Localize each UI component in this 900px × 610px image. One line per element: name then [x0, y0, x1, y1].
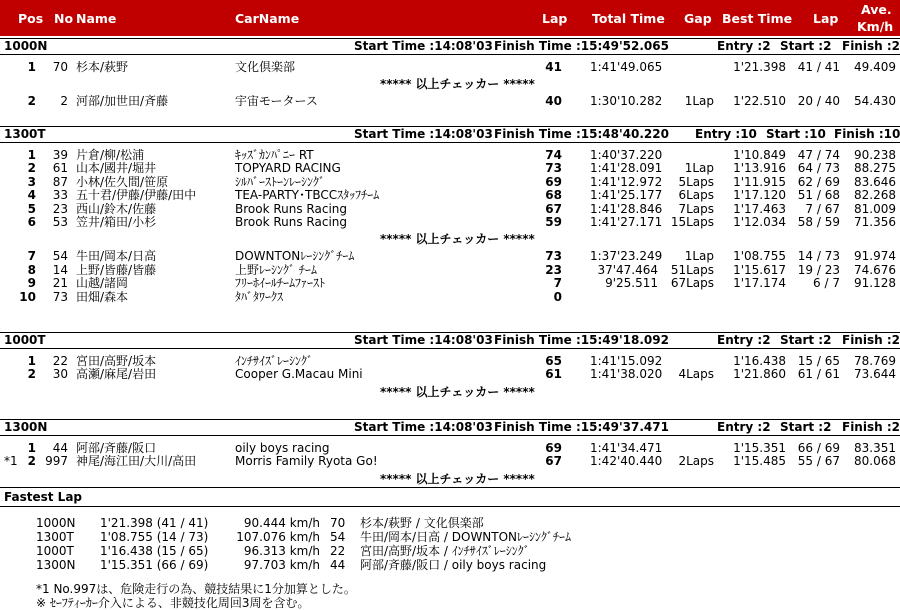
class-entry: Entry :2: [717, 420, 771, 434]
cell-no: 70: [52, 60, 68, 74]
cell-no: 73: [52, 289, 68, 304]
cell-car: ﾌﾘｰﾎｲｰﾙﾁｰﾑﾌｧｰｽﾄ: [235, 276, 326, 291]
cell-pos: 8: [27, 262, 36, 277]
cell-car: Brook Runs Racing: [235, 201, 348, 216]
cell-ave: 82.268: [854, 188, 896, 203]
cell-car: ｼﾙﾊﾞｰｽﾄｰﾝﾚｰｼﾝｸﾞ: [235, 174, 326, 189]
cell-blap: 41 / 41: [797, 60, 840, 74]
cell-blap: 19 / 23: [797, 262, 840, 277]
cell-ave: 83.646: [854, 174, 896, 189]
cell-gap: 2Laps: [678, 454, 714, 469]
cell-ave: 49.409: [854, 60, 896, 74]
checker-line: ***** 以上チェッカー *****: [380, 77, 535, 92]
cell-name: 阿部/斉藤/阪口: [76, 441, 157, 455]
cell-pos: 1: [27, 354, 36, 368]
col-best-time: Best Time: [722, 11, 793, 26]
cell-car: ﾀﾊﾞﾀﾜｰｸｽ: [235, 289, 284, 304]
cell-best: 1'21.398: [733, 60, 786, 74]
cell-total: 1:41'27.171: [590, 215, 663, 229]
cell-total: 1:41'38.020: [590, 367, 663, 382]
class-header: [0, 332, 900, 349]
cell-name: 五十君/伊藤/伊藤/田中: [76, 188, 197, 203]
fastest-lap-who: 牛田/岡本/日高 / DOWNTONﾚｰｼﾝｸﾞﾁｰﾑ: [360, 530, 572, 544]
cell-blap: 14 / 73: [797, 249, 840, 264]
cell-car: TOPYARD RACING: [235, 161, 341, 176]
class-finished: Finish :10: [834, 127, 900, 141]
checker-line: ***** 以上チェッカー *****: [380, 232, 535, 247]
cell-pos: 2: [27, 367, 36, 382]
cell-blap: 64 / 73: [797, 161, 840, 176]
col-name: Name: [76, 11, 117, 26]
table-row: [0, 441, 900, 455]
table-row: [0, 249, 900, 263]
fastest-lap-who: 阿部/斉藤/阪口 / oily boys racing: [360, 558, 547, 572]
cell-pos: 2: [27, 94, 36, 109]
cell-name: 西山/鈴木/佐藤: [76, 201, 157, 216]
class-name: 1300T: [4, 127, 46, 141]
cell-pos: 3: [27, 174, 36, 189]
cell-pos: 2: [27, 454, 36, 469]
fastest-lap-no: 54: [330, 530, 346, 544]
checker-line: ***** 以上チェッカー *****: [380, 384, 535, 399]
cell-name: 山本/國井/堀井: [76, 161, 157, 176]
cell-total: 1:40'37.220: [590, 148, 663, 162]
cell-lap: 73: [545, 161, 562, 176]
cell-lap: 69: [545, 174, 562, 189]
note-penalty: *1 No.997は、危険走行の為、競技結果に1分加算とした。: [36, 582, 356, 596]
cell-total: 1:41'15.092: [590, 354, 663, 368]
fastest-lap-speed: 97.703 km/h: [243, 558, 320, 572]
cell-pos: 1: [27, 60, 36, 74]
cell-total: 1:30'10.282: [590, 94, 663, 109]
cell-best: 1'16.438: [733, 354, 786, 368]
cell-total: 1:41'34.471: [590, 441, 663, 455]
checker-line: ***** 以上チェッカー *****: [380, 471, 535, 486]
note-safety-car: ※ ｾｰﾌﾃｨｰｶｰ介入による、非競技化周回3周を含む。: [36, 596, 310, 610]
cell-blap: 66 / 69: [797, 441, 840, 455]
cell-blap: 62 / 69: [797, 174, 840, 189]
cell-total: 1:42'40.440: [590, 454, 663, 469]
cell-lap: 59: [545, 215, 562, 229]
col-carname: CarName: [235, 11, 300, 26]
class-finish-time: Finish Time :15:48'40.220: [494, 127, 669, 141]
cell-pos: 1: [27, 148, 36, 162]
cell-total: 1:41'12.972: [590, 174, 663, 189]
cell-total: 1:41'49.065: [590, 60, 663, 74]
class-finished: Finish :2: [842, 420, 900, 434]
fastest-lap-who: 杉本/萩野 / 文化倶楽部: [360, 516, 484, 530]
cell-total: 37'47.464: [597, 262, 658, 277]
cell-name: 田畑/森本: [76, 289, 129, 304]
cell-pos: 5: [27, 201, 36, 216]
class-start-time: Start Time :14:08'03: [354, 420, 493, 434]
cell-lap: 61: [545, 367, 562, 382]
cell-pre: *1: [4, 454, 18, 469]
fastest-lap-no: 22: [330, 544, 346, 558]
cell-best: 1'15.351: [733, 441, 786, 455]
table-row: [0, 188, 900, 202]
class-start-time: Start Time :14:08'03: [354, 39, 493, 53]
table-row: [0, 454, 900, 468]
cell-best: 1'22.510: [733, 94, 786, 109]
cell-gap: 67Laps: [670, 276, 714, 291]
cell-gap: 4Laps: [678, 367, 714, 382]
class-name: 1000T: [4, 333, 46, 347]
cell-pos: 6: [27, 215, 36, 229]
class-header: [0, 419, 900, 436]
cell-lap: 65: [545, 354, 562, 368]
col-pos: Pos: [18, 11, 44, 26]
cell-lap: 23: [545, 262, 562, 277]
cell-no: 22: [52, 354, 68, 368]
col-best-lap: Lap: [813, 11, 839, 26]
cell-no: 61: [52, 161, 68, 176]
class-started: Start :2: [780, 420, 832, 434]
class-started: Start :10: [766, 127, 826, 141]
cell-car: Morris Family Ryota Go!: [235, 454, 378, 469]
cell-name: 河部/加世田/斉藤: [76, 94, 169, 109]
cell-pos: 4: [27, 188, 36, 203]
class-entry: Entry :2: [717, 333, 771, 347]
table-row: [0, 276, 900, 290]
class-name: 1000N: [4, 39, 48, 53]
class-finished: Finish :2: [842, 333, 900, 347]
cell-ave: 91.974: [854, 249, 896, 264]
cell-no: 2: [60, 94, 68, 109]
col-gap: Gap: [684, 11, 712, 26]
cell-car: ｲﾝﾁｻｲｽﾞﾚｰｼﾝｸﾞ: [235, 354, 314, 368]
fastest-lap-cls: 1000T: [36, 544, 74, 558]
cell-ave: 78.769: [854, 354, 896, 368]
cell-car: 文化倶楽部: [235, 60, 296, 74]
fastest-lap-cls: 1300N: [36, 558, 76, 572]
class-name: 1300N: [4, 420, 48, 434]
fastest-lap-time: 1'08.755 (14 / 73): [100, 530, 209, 544]
cell-lap: 7: [553, 276, 562, 291]
cell-pos: 10: [19, 289, 36, 304]
fastest-lap-row: [0, 558, 900, 572]
cell-total: 1:41'28.091: [590, 161, 663, 176]
cell-ave: 81.009: [854, 201, 896, 216]
col-lap: Lap: [542, 11, 568, 26]
cell-best: 1'11.915: [733, 174, 786, 189]
table-row: [0, 60, 900, 74]
cell-lap: 41: [545, 60, 562, 74]
cell-lap: 0: [553, 289, 562, 304]
fastest-lap-row: [0, 544, 900, 558]
fastest-lap-no: 70: [330, 516, 346, 530]
cell-name: 山越/諸岡: [76, 276, 129, 291]
cell-gap: 1Lap: [684, 249, 714, 264]
fastest-lap-cls: 1300T: [36, 530, 74, 544]
cell-no: 87: [52, 174, 68, 189]
cell-lap: 73: [545, 249, 562, 264]
fastest-lap-speed: 96.313 km/h: [243, 544, 320, 558]
class-header: [0, 38, 900, 55]
cell-name: 上野/皆藤/皆藤: [76, 262, 157, 277]
cell-no: 53: [52, 215, 68, 229]
cell-car: Cooper G.Macau Mini: [235, 367, 363, 382]
cell-blap: 51 / 68: [797, 188, 840, 203]
cell-blap: 15 / 65: [797, 354, 840, 368]
cell-total: 1:41'25.177: [590, 188, 663, 203]
cell-ave: 74.676: [854, 262, 896, 277]
fastest-lap-cls: 1000N: [36, 516, 76, 530]
cell-blap: 7 / 67: [805, 201, 840, 216]
cell-best: 1'17.120: [733, 188, 786, 203]
cell-blap: 55 / 67: [797, 454, 840, 469]
cell-car: 宇宙モータース: [235, 94, 318, 109]
fastest-lap-title: Fastest Lap: [4, 490, 82, 504]
cell-pos: 1: [27, 441, 36, 455]
cell-pos: 2: [27, 161, 36, 176]
col-total-time: Total Time: [592, 11, 665, 26]
cell-blap: 47 / 74: [797, 148, 840, 162]
cell-lap: 68: [545, 188, 562, 203]
cell-ave: 54.430: [854, 94, 896, 109]
table-row: [0, 215, 900, 229]
fastest-lap-title-bar: [0, 487, 900, 507]
cell-ave: 71.356: [854, 215, 896, 229]
cell-ave: 83.351: [854, 441, 896, 455]
cell-gap: 51Laps: [670, 262, 714, 277]
class-started: Start :2: [780, 333, 832, 347]
cell-car: 上野ﾚｰｼﾝｸﾞ ﾁｰﾑ: [235, 262, 317, 277]
cell-ave: 91.128: [854, 276, 896, 291]
fastest-lap-who: 宮田/高野/坂本 / ｲﾝﾁｻｲｽﾞﾚｰｼﾝｸﾞ: [360, 544, 530, 558]
class-start-time: Start Time :14:08'03: [354, 333, 493, 347]
cell-lap: 74: [545, 148, 562, 162]
cell-no: 23: [52, 201, 68, 216]
cell-no: 54: [52, 249, 68, 264]
class-finish-time: Finish Time :15:49'37.471: [494, 420, 669, 434]
cell-name: 宮田/高野/坂本: [76, 354, 157, 368]
class-finish-time: Finish Time :15:49'18.092: [494, 333, 669, 347]
table-row: [0, 202, 900, 216]
class-finished: Finish :2: [842, 39, 900, 53]
cell-gap: 7Laps: [678, 201, 714, 216]
cell-best: 1'15.617: [733, 262, 786, 277]
cell-gap: 6Laps: [678, 188, 714, 203]
cell-best: 1'12.034: [733, 215, 786, 229]
cell-blap: 6 / 7: [813, 276, 840, 291]
class-finish-time: Finish Time :15:49'52.065: [494, 39, 669, 53]
cell-ave: 80.068: [854, 454, 896, 469]
cell-ave: 73.644: [854, 367, 896, 382]
table-row: [0, 161, 900, 175]
cell-car: ｷｯｽﾞｶﾝﾊﾟﾆｰ RT: [235, 148, 314, 162]
cell-no: 30: [52, 367, 68, 382]
table-row: [0, 148, 900, 162]
fastest-lap-time: 1'16.438 (15 / 65): [100, 544, 209, 558]
cell-car: TEA-PARTY･TBCCｽﾀｯﾌﾁｰﾑ: [235, 188, 380, 203]
table-row: [0, 263, 900, 277]
cell-best: 1'21.860: [733, 367, 786, 382]
class-header: [0, 126, 900, 143]
table-row: [0, 94, 900, 108]
fastest-lap-speed: 90.444 km/h: [243, 516, 320, 530]
cell-ave: 90.238: [854, 148, 896, 162]
cell-car: oily boys racing: [235, 441, 330, 455]
cell-best: 1'17.463: [733, 201, 786, 216]
cell-blap: 58 / 59: [797, 215, 840, 229]
cell-name: 片倉/柳/松浦: [76, 148, 145, 162]
cell-gap: 1Lap: [684, 161, 714, 176]
cell-best: 1'17.174: [733, 276, 786, 291]
fastest-lap-time: 1'15.351 (66 / 69): [100, 558, 209, 572]
class-started: Start :2: [780, 39, 832, 53]
cell-name: 杉本/萩野: [76, 60, 129, 74]
cell-pos: 9: [27, 276, 36, 291]
cell-no: 33: [52, 188, 68, 203]
cell-lap: 67: [545, 201, 562, 216]
cell-gap: 15Laps: [670, 215, 714, 229]
fastest-lap-time: 1'21.398 (41 / 41): [100, 516, 209, 530]
cell-name: 高瀬/麻尾/岩田: [76, 367, 157, 382]
col-ave: Ave.: [861, 2, 892, 17]
fastest-lap-speed: 107.076 km/h: [236, 530, 320, 544]
cell-best: 1'13.916: [733, 161, 786, 176]
cell-no: 39: [52, 148, 68, 162]
cell-blap: 61 / 61: [797, 367, 840, 382]
cell-gap: 1Lap: [684, 94, 714, 109]
cell-car: DOWNTONﾚｰｼﾝｸﾞﾁｰﾑ: [235, 249, 355, 264]
cell-car: Brook Runs Racing: [235, 215, 348, 229]
fastest-lap-no: 44: [330, 558, 346, 572]
cell-name: 神尾/海江田/大川/高田: [76, 454, 197, 469]
class-entry: Entry :10: [695, 127, 757, 141]
cell-ave: 88.275: [854, 161, 896, 176]
table-row: [0, 175, 900, 189]
cell-lap: 40: [545, 94, 562, 109]
cell-lap: 69: [545, 441, 562, 455]
results-header: [0, 0, 900, 36]
cell-no: 997: [45, 454, 68, 469]
col-no: No: [54, 11, 74, 26]
table-row: [0, 354, 900, 368]
cell-name: 牛田/岡本/日高: [76, 249, 157, 264]
cell-no: 44: [52, 441, 68, 455]
cell-total: 1:37'23.249: [590, 249, 663, 264]
cell-best: 1'15.485: [733, 454, 786, 469]
fastest-lap-row: [0, 530, 900, 544]
cell-no: 14: [52, 262, 68, 277]
cell-blap: 20 / 40: [797, 94, 840, 109]
cell-best: 1'10.849: [733, 148, 786, 162]
cell-gap: 5Laps: [678, 174, 714, 189]
table-row: [0, 367, 900, 381]
fastest-lap-row: [0, 516, 900, 530]
class-entry: Entry :2: [717, 39, 771, 53]
cell-lap: 67: [545, 454, 562, 469]
cell-name: 笠井/箱田/小杉: [76, 215, 157, 229]
cell-no: 21: [52, 276, 68, 291]
cell-pos: 7: [27, 249, 36, 264]
cell-best: 1'08.755: [733, 249, 786, 264]
cell-name: 小林/佐久間/笹原: [76, 174, 169, 189]
col-kmh: Km/h: [857, 19, 894, 34]
class-start-time: Start Time :14:08'03: [354, 127, 493, 141]
table-row: [0, 290, 900, 304]
cell-total: 1:41'28.846: [590, 201, 663, 216]
cell-total: 9'25.511: [605, 276, 658, 291]
